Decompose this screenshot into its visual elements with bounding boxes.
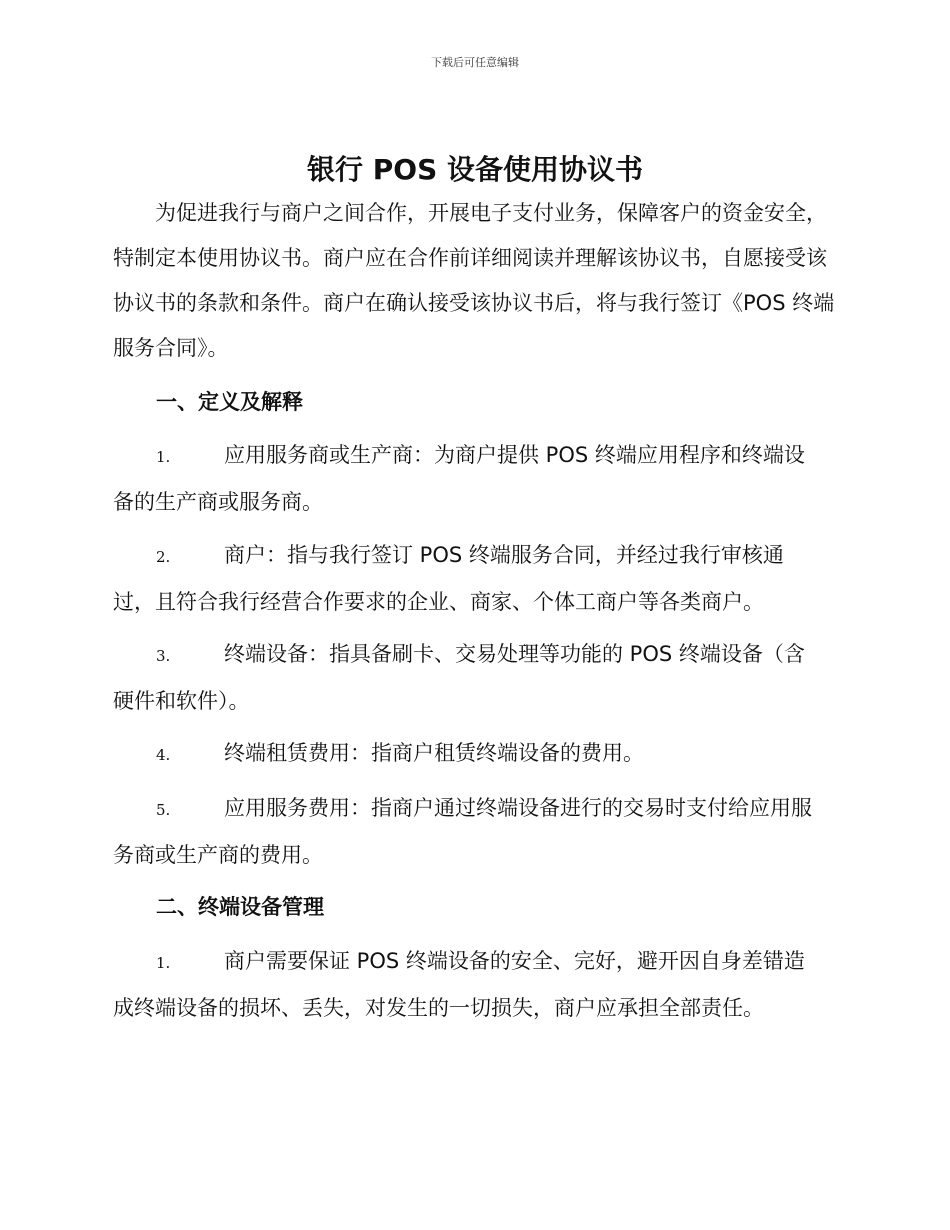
header-note: 下载后可任意编辑 — [431, 56, 519, 69]
item-text: 商户需要保证 POS 终端设备的安全、完好，避开因自身差错造 — [224, 949, 805, 973]
item-number: 2. — [156, 548, 171, 566]
item-text: 商户：指与我行签订 POS 终端服务合同，并经过我行审核通 — [224, 543, 784, 567]
item-text: 终端设备：指具备刷卡、交易处理等功能的 POS 终端设备（含 — [224, 642, 805, 666]
item-text: 应用服务商或生产商：为商户提供 POS 终端应用程序和终端设 — [224, 443, 805, 467]
list-item — [113, 939, 838, 1031]
item-number: 1. — [156, 448, 171, 466]
item-number: 4. — [156, 746, 171, 764]
list-item — [113, 731, 838, 778]
list-item — [113, 433, 838, 525]
item-text-continued: 务商或生产商的费用。 — [113, 843, 323, 867]
list-item — [113, 632, 838, 724]
item-number: 5. — [156, 801, 171, 819]
item-text-continued: 备的生产商或服务商。 — [113, 490, 323, 514]
item-text: 终端租赁费用：指商户租赁终端设备的费用。 — [224, 741, 644, 765]
intro-paragraph: 为促进我行与商户之间合作，开展电子支付业务，保障客户的资金安全，特制定本使用协议书。商户应在合作前详细阅读并理解该协议书，自愿接受该协议书的条款和条件。商户在确认接受该协议书后，将与我行签订《POS 终端服务合同》。 — [113, 201, 835, 360]
item-text-continued: 硬件和软件）。 — [113, 689, 250, 713]
section-heading-definitions: 一、定义及解释 — [156, 390, 303, 414]
item-text-continued: 过，且符合我行经营合作要求的企业、商家、个体工商户等各类商户。 — [113, 590, 764, 614]
item-number: 1. — [156, 954, 171, 972]
document-title: 银行 POS 设备使用协议书 — [307, 153, 643, 186]
item-text: 应用服务费用：指商户通过终端设备进行的交易时支付给应用服 — [224, 796, 812, 820]
item-number: 3. — [156, 647, 171, 665]
list-item — [113, 533, 838, 625]
item-text-continued: 成终端设备的损坏、丢失，对发生的一切损失，商户应承担全部责任。 — [113, 996, 764, 1020]
section-heading-device-management: 二、终端设备管理 — [156, 895, 324, 919]
list-item — [113, 786, 838, 878]
